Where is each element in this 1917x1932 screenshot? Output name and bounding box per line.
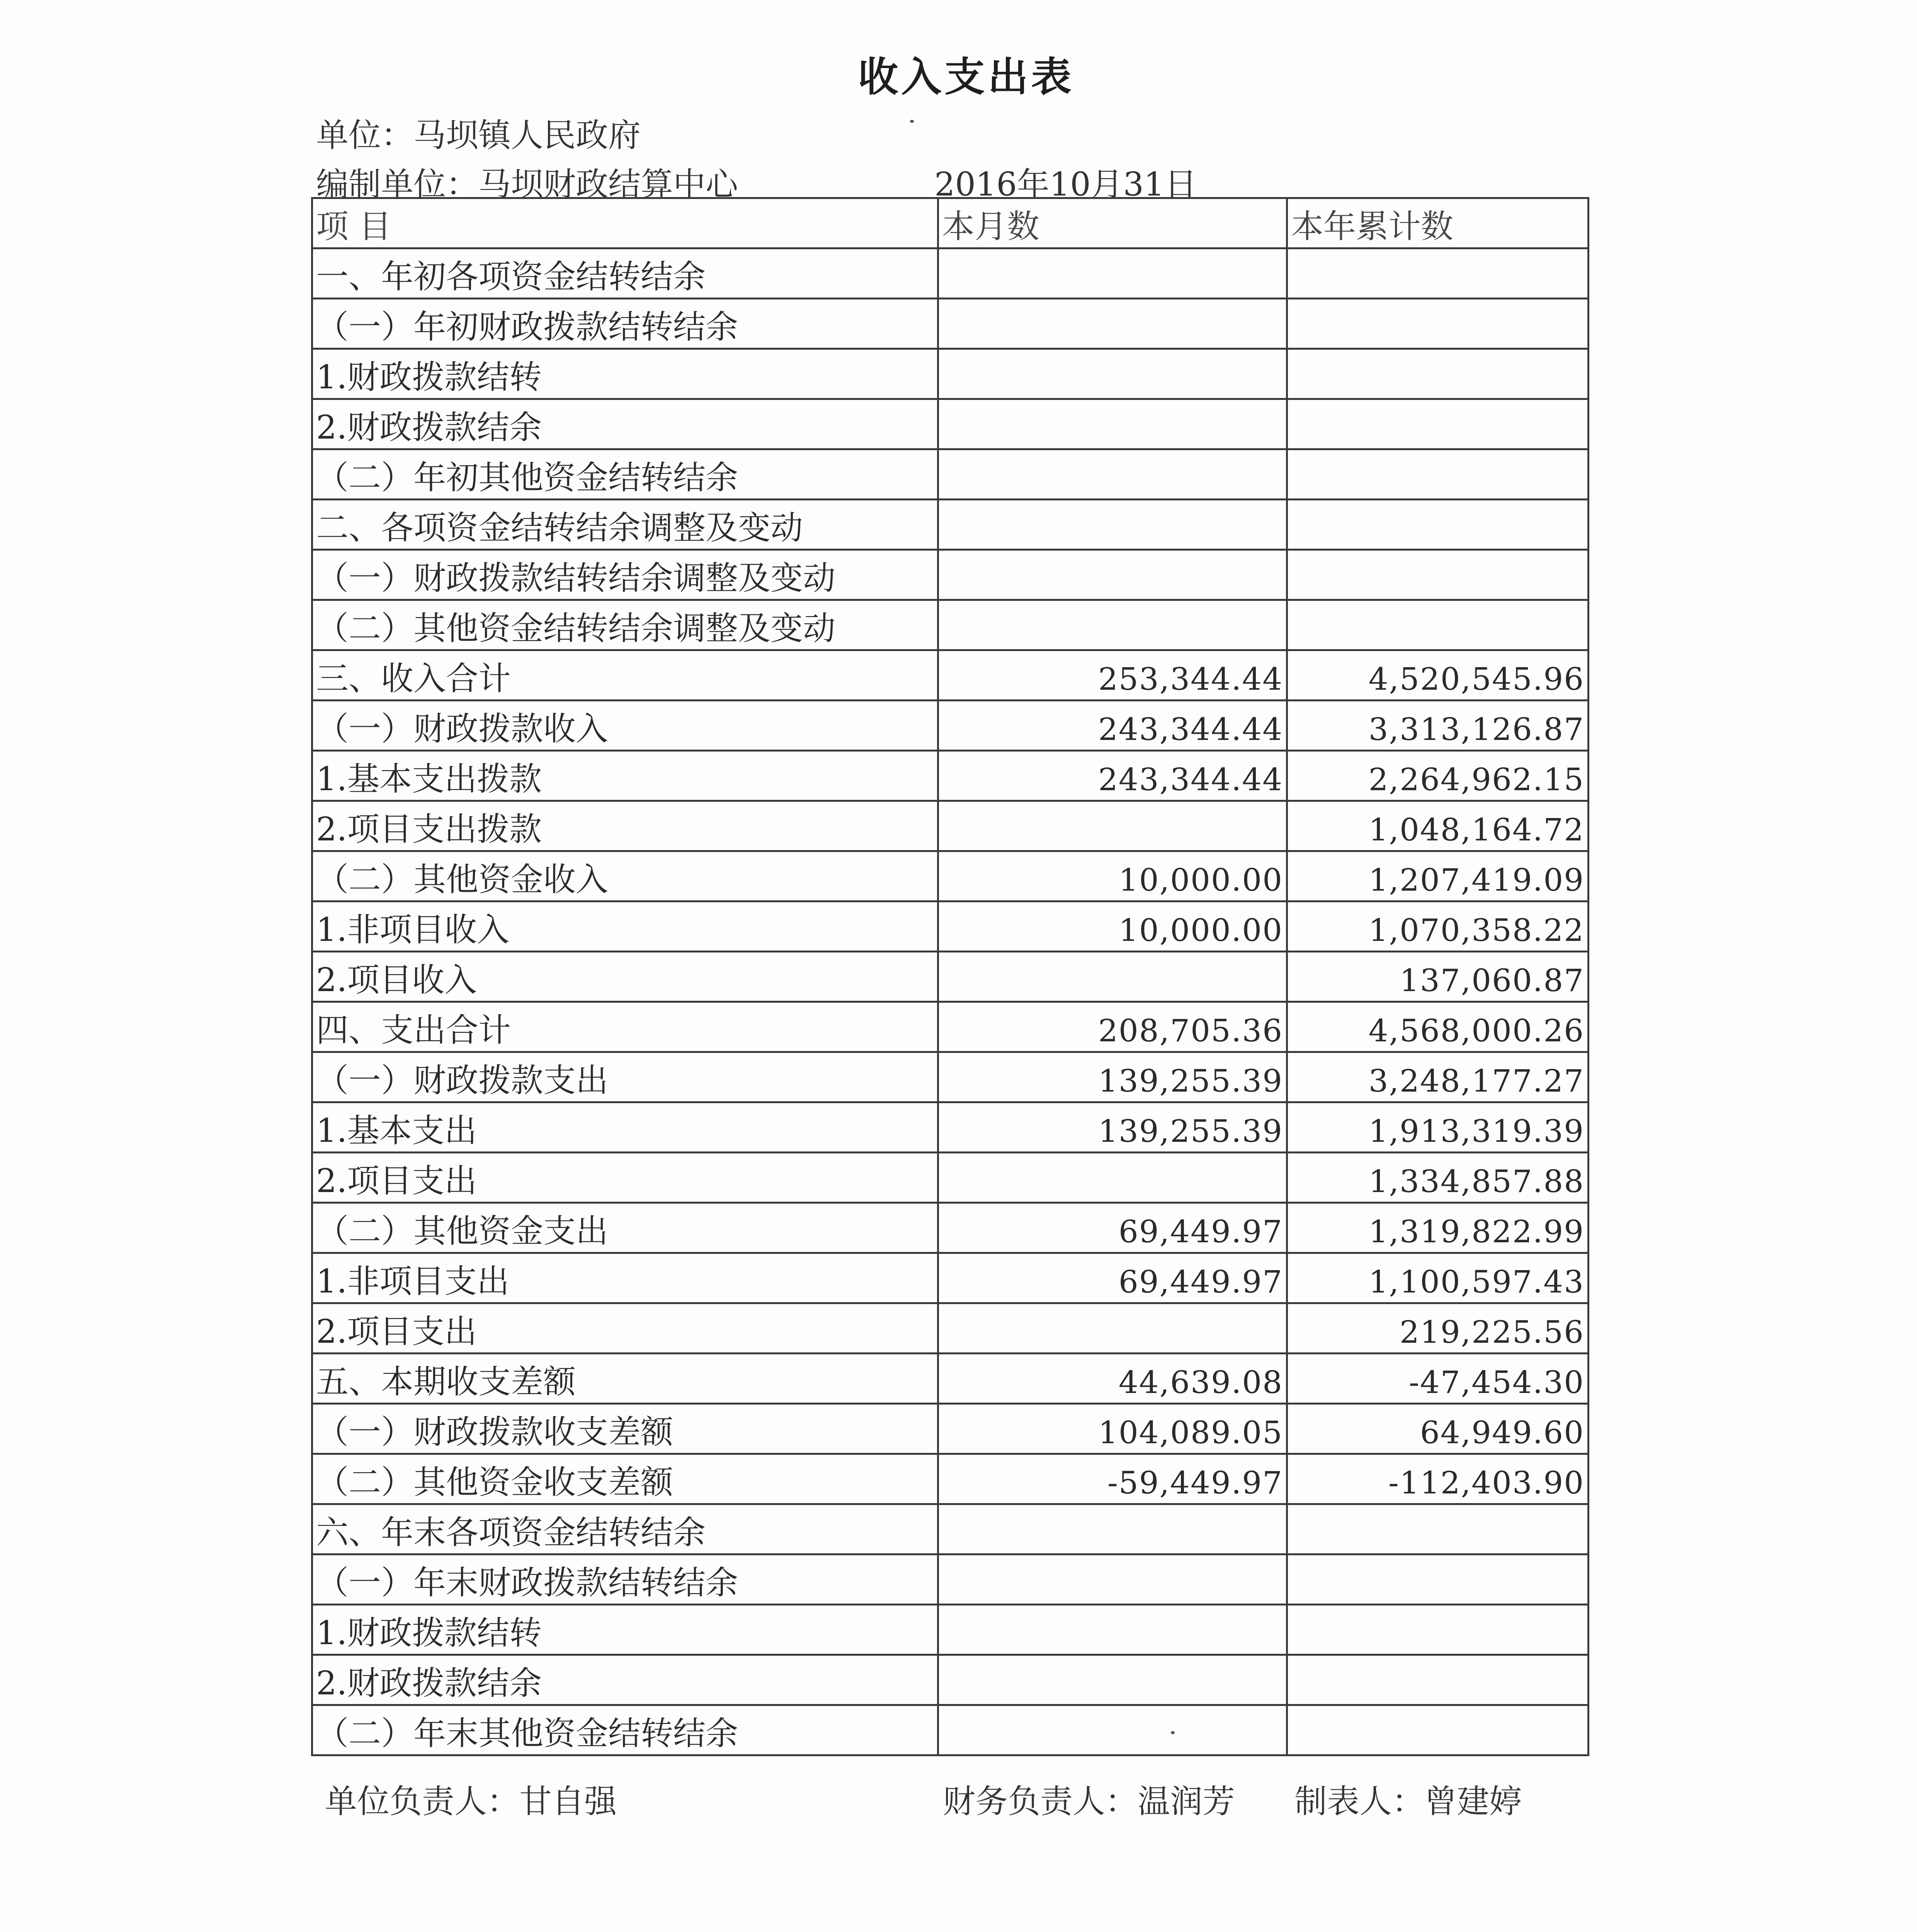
row-ytd-value: 1,913,319.39 (1287, 1102, 1589, 1153)
row-ytd-value (1287, 550, 1589, 600)
row-month-value: 208,705.36 (938, 1002, 1287, 1052)
row-month-value: 139,255.39 (938, 1102, 1287, 1153)
table-row (312, 1002, 1589, 1052)
row-label: （二）其他资金收支差额 (312, 1454, 938, 1504)
row-month-value (938, 550, 1287, 600)
row-month-value (938, 349, 1287, 399)
table-row (312, 1303, 1589, 1354)
row-month-value: 243,344.44 (938, 701, 1287, 751)
row-label: 1.基本支出 (312, 1102, 938, 1153)
table-row (312, 349, 1589, 399)
row-month-value: 104,089.05 (938, 1404, 1287, 1454)
table-row (312, 1504, 1589, 1554)
row-ytd-value: 219,225.56 (1287, 1303, 1589, 1354)
row-month-value: 10,000.00 (938, 901, 1287, 952)
table-row (312, 600, 1589, 650)
table-row (312, 248, 1589, 299)
row-label: 1.财政拨款结转 (312, 349, 938, 399)
row-label: 六、年末各项资金结转结余 (312, 1504, 938, 1554)
table-row (312, 901, 1589, 952)
row-month-value: 253,344.44 (938, 650, 1287, 701)
row-ytd-value (1287, 1605, 1589, 1655)
row-ytd-value: 1,100,597.43 (1287, 1253, 1589, 1303)
row-label: （二）其他资金支出 (312, 1203, 938, 1253)
row-ytd-value (1287, 349, 1589, 399)
table-row (312, 650, 1589, 701)
row-label: 2.项目支出 (312, 1153, 938, 1203)
table-row (312, 1354, 1589, 1404)
row-ytd-value: 1,048,164.72 (1287, 801, 1589, 851)
table-row (312, 1554, 1589, 1605)
row-ytd-value: -47,454.30 (1287, 1354, 1589, 1404)
unit-name: 单位：马坝镇人民政府 (316, 116, 641, 154)
row-ytd-value: 4,520,545.96 (1287, 650, 1589, 701)
row-month-value (938, 299, 1287, 349)
row-label: （一）财政拨款结转结余调整及变动 (312, 550, 938, 600)
preparer: 制表人：曾建婷 (1294, 1782, 1522, 1820)
compiler-name: 编制单位：马坝财政结算中心 (316, 165, 738, 203)
row-label: 1.基本支出拨款 (312, 751, 938, 801)
row-month-value: -59,449.97 (938, 1454, 1287, 1504)
table-row (312, 1253, 1589, 1303)
row-ytd-value (1287, 500, 1589, 550)
row-label: 2.财政拨款结余 (312, 399, 938, 449)
table-row (312, 1605, 1589, 1655)
row-month-value: 69,449.97 (938, 1253, 1287, 1303)
row-ytd-value (1287, 248, 1589, 299)
row-ytd-value: 1,334,857.88 (1287, 1153, 1589, 1203)
row-label: 1.财政拨款结转 (312, 1605, 938, 1655)
row-month-value: 10,000.00 (938, 851, 1287, 901)
scan-speck (1171, 1731, 1175, 1734)
row-label: 二、各项资金结转结余调整及变动 (312, 500, 938, 550)
row-label: （二）年初其他资金结转结余 (312, 449, 938, 500)
row-label: 1.非项目支出 (312, 1253, 938, 1303)
table-row (312, 1404, 1589, 1454)
table-row (312, 449, 1589, 500)
row-label: 2.项目收入 (312, 952, 938, 1002)
row-month-value (938, 1153, 1287, 1203)
table-row (312, 1203, 1589, 1253)
table-row (312, 1655, 1589, 1705)
table-row (312, 1454, 1589, 1504)
row-month-value: 44,639.08 (938, 1354, 1287, 1404)
row-label: 2.项目支出 (312, 1303, 938, 1354)
row-label: 五、本期收支差额 (312, 1354, 938, 1404)
row-month-value (938, 1303, 1287, 1354)
row-month-value (938, 952, 1287, 1002)
row-ytd-value: 137,060.87 (1287, 952, 1589, 1002)
table-row (312, 751, 1589, 801)
row-ytd-value (1287, 399, 1589, 449)
row-ytd-value (1287, 449, 1589, 500)
header-item: 项 目 (312, 198, 938, 248)
row-ytd-value (1287, 1504, 1589, 1554)
scan-speck (910, 120, 914, 123)
row-ytd-value: 64,949.60 (1287, 1404, 1589, 1454)
table-row (312, 801, 1589, 851)
header-ytd: 本年累计数 (1287, 198, 1589, 248)
row-month-value (938, 1605, 1287, 1655)
document-title: 收入支出表 (858, 53, 1075, 100)
row-ytd-value (1287, 1655, 1589, 1705)
table-row (312, 851, 1589, 901)
row-label: 三、收入合计 (312, 650, 938, 701)
table-row (312, 550, 1589, 600)
row-month-value: 139,255.39 (938, 1052, 1287, 1102)
row-month-value (938, 1504, 1287, 1554)
row-ytd-value (1287, 1705, 1589, 1755)
table-header-row (312, 198, 1589, 248)
row-ytd-value (1287, 1554, 1589, 1605)
row-label: 2.项目支出拨款 (312, 801, 938, 851)
row-ytd-value: 1,070,358.22 (1287, 901, 1589, 952)
table-row (312, 500, 1589, 550)
unit-head: 单位负责人：甘自强 (325, 1782, 617, 1820)
row-label: 1.非项目收入 (312, 901, 938, 952)
row-month-value (938, 248, 1287, 299)
table-row (312, 1705, 1589, 1755)
row-month-value (938, 801, 1287, 851)
row-month-value (938, 600, 1287, 650)
row-month-value: 243,344.44 (938, 751, 1287, 801)
row-ytd-value: 4,568,000.26 (1287, 1002, 1589, 1052)
row-month-value (938, 1655, 1287, 1705)
row-month-value (938, 449, 1287, 500)
row-label: （一）财政拨款收支差额 (312, 1404, 938, 1454)
row-ytd-value: 3,248,177.27 (1287, 1052, 1589, 1102)
row-ytd-value: 2,264,962.15 (1287, 751, 1589, 801)
table-row (312, 952, 1589, 1002)
table-row (312, 399, 1589, 449)
row-label: （二）其他资金结转结余调整及变动 (312, 600, 938, 650)
table-row (312, 1052, 1589, 1102)
row-label: 一、年初各项资金结转结余 (312, 248, 938, 299)
row-label: （一）年末财政拨款结转结余 (312, 1554, 938, 1605)
table-row (312, 701, 1589, 751)
row-label: （一）年初财政拨款结转结余 (312, 299, 938, 349)
statement-table (311, 197, 1589, 1756)
row-ytd-value (1287, 299, 1589, 349)
row-ytd-value (1287, 600, 1589, 650)
row-label: 2.财政拨款结余 (312, 1655, 938, 1705)
row-month-value (938, 1705, 1287, 1755)
row-month-value (938, 399, 1287, 449)
report-date: 2016年10月31日 (934, 165, 1197, 203)
row-ytd-value: 1,207,419.09 (1287, 851, 1589, 901)
row-label: （二）年末其他资金结转结余 (312, 1705, 938, 1755)
row-label: 四、支出合计 (312, 1002, 938, 1052)
row-month-value: 69,449.97 (938, 1203, 1287, 1253)
row-ytd-value: 1,319,822.99 (1287, 1203, 1589, 1253)
table-row (312, 1102, 1589, 1153)
finance-head: 财务负责人：温润芳 (943, 1782, 1235, 1820)
header-month: 本月数 (938, 198, 1287, 248)
row-label: （一）财政拨款收入 (312, 701, 938, 751)
signature-footer (325, 1776, 1561, 1822)
row-month-value (938, 1554, 1287, 1605)
row-month-value (938, 500, 1287, 550)
table-row (312, 1153, 1589, 1203)
row-ytd-value: 3,313,126.87 (1287, 701, 1589, 751)
row-label: （一）财政拨款支出 (312, 1052, 938, 1102)
row-ytd-value: -112,403.90 (1287, 1454, 1589, 1504)
row-label: （二）其他资金收入 (312, 851, 938, 901)
table-row (312, 299, 1589, 349)
